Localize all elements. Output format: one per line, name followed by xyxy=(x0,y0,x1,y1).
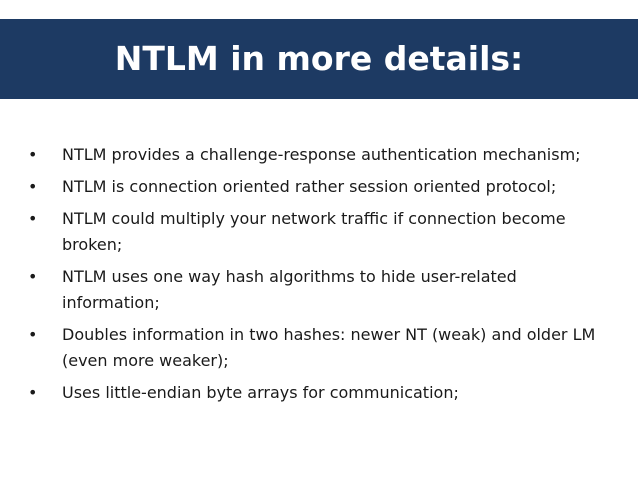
bullet-item-3 xyxy=(28,206,613,258)
bullet-icon: • xyxy=(28,209,38,228)
bullet-text: Doubles information in two hashes: newer NT (weak) and older LM (even more weaker); xyxy=(62,325,596,370)
bullet-item-4 xyxy=(28,264,613,316)
bullet-list xyxy=(28,142,613,412)
bullet-icon: • xyxy=(28,383,38,402)
bullet-icon: • xyxy=(28,325,38,344)
bullet-text: NTLM provides a challenge-response authentication mechanism; xyxy=(62,145,581,164)
bullet-item-6 xyxy=(28,380,613,406)
slide-title: NTLM in more details: xyxy=(114,38,524,78)
bullet-icon: • xyxy=(28,267,38,286)
bullet-item-5 xyxy=(28,322,613,374)
bullet-icon: • xyxy=(28,145,38,164)
title-bar xyxy=(0,19,638,99)
bullet-text: NTLM is connection oriented rather session oriented protocol; xyxy=(62,177,557,196)
bullet-text: NTLM uses one way hash algorithms to hide user-related information; xyxy=(62,267,517,312)
bullet-text: Uses little-endian byte arrays for communication; xyxy=(62,383,459,402)
bullet-text: NTLM could multiply your network traffic if connection become broken; xyxy=(62,209,566,254)
bullet-item-2 xyxy=(28,174,613,200)
bullet-item-1 xyxy=(28,142,613,168)
bullet-icon: • xyxy=(28,177,38,196)
